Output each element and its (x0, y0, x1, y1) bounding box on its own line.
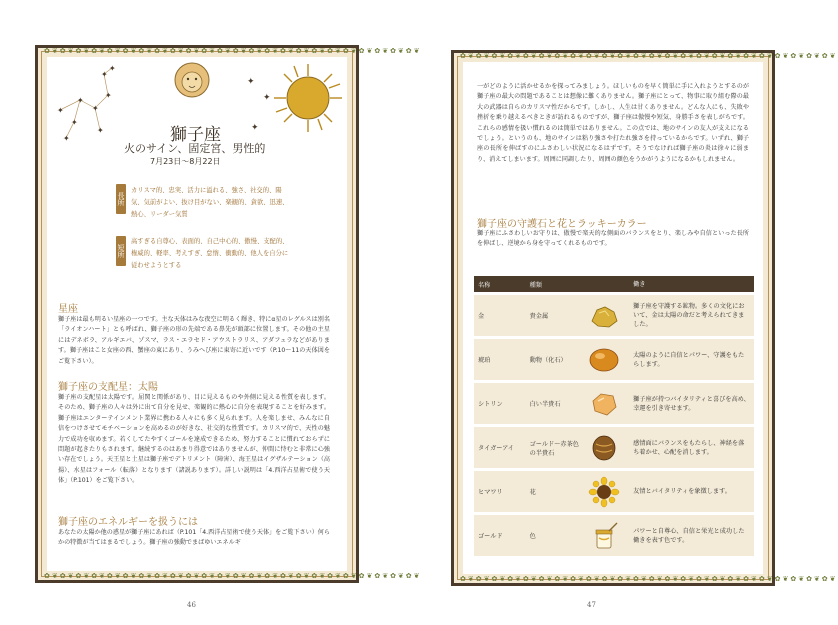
row-kind: 色 (526, 514, 584, 557)
svg-text:✦: ✦ (105, 91, 112, 100)
svg-text:✦: ✦ (97, 126, 104, 135)
svg-text:✦: ✦ (71, 118, 78, 127)
weaknesses-text: 高すぎる自尊心、表面的、自己中心的、傲慢、支配的、権威的、軽率、考えすぎ、怠惰、衝動的、他人を自分に従わせようとする (131, 238, 289, 269)
gold-nugget-icon (587, 301, 621, 331)
svg-text:✦: ✦ (92, 104, 99, 113)
section-heading-ruler: 獅子座の支配星：太陽 (58, 382, 158, 393)
vine-decoration: ✿❦✿❦✿❦✿❦✿❦✿❦✿❦✿❦✿❦✿❦✿❦✿❦✿❦✿❦✿❦✿❦✿❦✿❦✿❦✿❦✿❦✿❦✿❦✿❦ (460, 575, 838, 583)
star-sparkles-icon (245, 72, 275, 142)
vine-decoration: ✿❦✿❦✿❦✿❦✿❦✿❦✿❦✿❦✿❦✿❦✿❦✿❦✿❦✿❦✿❦✿❦✿❦✿❦✿❦✿❦✿❦✿❦✿❦✿❦ (44, 572, 422, 580)
row-effect: 獅子座を守護する鉱物。多くの文化において、金は太陽の命だと考えられてきました。 (629, 294, 754, 338)
svg-text:✦: ✦ (109, 64, 116, 73)
table-row (474, 382, 754, 426)
svg-text:✦: ✦ (247, 77, 255, 87)
row-kind: 動物（化石） (526, 338, 584, 382)
talismans-paragraph: 獅子座にふさわしいお守りは、傲慢で楽天的な側面のバランスをとり、楽しみや自信といった長所を伸ばし、逆境から身を守ってくれるものです。 (477, 230, 749, 248)
row-name: 琥珀 (474, 338, 526, 382)
vine-decoration: ✿❦✿❦✿❦✿❦✿❦✿❦✿❦✿❦✿❦✿❦✿❦✿❦✿❦✿❦✿❦✿❦✿❦✿❦✿❦✿❦✿❦✿❦✿❦✿❦ (460, 52, 838, 60)
tigers-eye-stone-icon (587, 433, 621, 463)
table-row (474, 294, 754, 338)
column-header-image (583, 276, 629, 294)
svg-text:✦: ✦ (263, 93, 271, 103)
row-name: シトリン (474, 382, 526, 426)
citrine-stone-icon (587, 389, 621, 419)
section-heading-constellation: 星座 (58, 304, 78, 315)
table-header-row (474, 276, 754, 294)
ruler-paragraph: 獅子座の支配星は太陽です。屈関と関係があり、目に見えるものや外側に見える性質を表します。そのため、獅子座の人々は外に出て自分を見せ、楽観的に熱心に自分を表現することを好みます。獅子座はエンターテインメント業界に携わる人々にも多く見られます。人を楽しませ、みんなに自信をつけさせてモチベーションを高めるのが好きな、社交的な性質です。カリスマ的で、天性の魅力で成功を収めます。若くしてたやすくゴールを達成できるため、努力することに慣れておらずに問題が起きたりもされます。継続するのはあまり得意ではありませんが、仲間に恃むと非常に心強い存在でしょう。天王星と土星は獅子座でデトリメント（障害）、海王星はイグザルテーション（高揚）、水星はフォール（転落）となります（諸説あります）。詳しい説明は「4.西洋占星術で使う天体」（P.101）をご覧下さい。 (58, 394, 330, 485)
intro-paragraph: 一がどのように活かせるかを探ってみましょう。ほしいものを早く簡単に手に入れようとするのが獅子座の最大の問題であることは想像に難くありません。獅子座にとって、物事に取り組む際の最大の武器は自らのカリスマ性だからです。しかし、人生は甘くありません。どんな人にも、失敗や挫折を乗り越えるべきときが訪れるものですが、獅子座は傲慢や短気、身勝手さを表しがちです。これらの感情を扱い慣れるのは簡単ではありません。この点では、地のサインの友人が支えになるでしょう。というのも、地のサインは粘り強さや打たれ強さを持っているからです。いずれ、獅子座の長所を伸ばすのにふさわしい状況になるはずです。そうでなければ獅子座の炎は徐々に弱まり、消えてしまいます。周囲に同調したり、周囲の顔色をうかがうようになるかもしれません。 (477, 83, 749, 163)
strengths-text: カリスマ的、忠実、活力に溢れる、強さ、社交的、陽気、気前がよい、抜け目がない、楽観的、貪欲、迅速、熱心、リーダー気質 (131, 187, 289, 218)
row-kind: 花 (526, 470, 584, 514)
sun-icon (272, 62, 344, 134)
svg-text:✦: ✦ (63, 134, 70, 143)
row-name: ヒマワリ (474, 470, 526, 514)
row-effect: 太陽のように自信とパワー、守護をもたらします。 (629, 338, 754, 382)
table-row (474, 426, 754, 470)
row-name: 金 (474, 294, 526, 338)
row-name: ゴールド (474, 514, 526, 557)
leo-constellation-icon (50, 60, 140, 150)
vine-decoration: ✿❦✿❦✿❦✿❦✿❦✿❦✿❦✿❦✿❦✿❦✿❦✿❦✿❦✿❦✿❦✿❦✿❦✿❦✿❦✿❦✿❦✿❦✿❦✿❦ (44, 47, 422, 55)
amber-stone-icon (587, 345, 621, 375)
svg-text:✦: ✦ (77, 96, 84, 105)
row-kind: 貴金属 (526, 294, 584, 338)
page-number: 47 (587, 601, 596, 609)
section-heading-talismans: 獅子座の守護石と花とラッキーカラー (477, 219, 647, 230)
svg-text:✦: ✦ (57, 106, 64, 115)
row-name: タイガーアイ (474, 426, 526, 470)
lion-head-icon (172, 58, 212, 102)
row-effect: パワーと自尊心、自信と栄光と成功した働きを表す色です。 (629, 514, 754, 557)
column-header-effect: 働き (629, 276, 754, 294)
row-effect: 友情とバイタリティを象徴します。 (629, 470, 754, 514)
section-heading-energy: 獅子座のエネルギーを扱うには (58, 517, 198, 528)
weaknesses-tag: 短所 (116, 236, 126, 266)
row-kind: 白い半貴石 (526, 382, 584, 426)
table-row (474, 338, 754, 382)
row-effect: 獅子座が持つバイタリティと喜びを高め、幸運を引き寄せます。 (629, 382, 754, 426)
date-range: 7月23日～8月22日 (150, 157, 221, 166)
svg-text:✦: ✦ (101, 70, 108, 79)
column-header-kind: 種類 (526, 276, 584, 294)
constellation-paragraph: 獅子座は最も明るい星座の一つです。主な天体はみな夜空に明るく輝き、特にα星のレグルスは別名「ライオンハート」とも呼ばれ、獅子座の形の先端である鼻先が頭部に位置します。その他の主星にはデネボラ、アルギエバ、ゾスマ、ラス・エラセド・アウストラリス、アダフェラなどがあります。獅子座はこと女座の西、蟹座の東にあり、うみへび座に東寄に近いです（P.10～11の天体図をご覧下さい）。 (58, 316, 330, 365)
gold-paint-jar-icon (587, 521, 621, 551)
strengths-tag: 長所 (116, 184, 126, 214)
table-row (474, 470, 754, 514)
talisman-table (474, 276, 754, 556)
page-title: 獅子座 (170, 125, 221, 145)
svg-text:✦: ✦ (251, 123, 259, 133)
row-effect: 感情面にバランスをもたらし、神経を落ち着かせ、心配を消します。 (629, 426, 754, 470)
sunflower-icon (587, 477, 621, 507)
row-kind: ゴールド～赤茶色の半貴石 (526, 426, 584, 470)
page-number: 46 (187, 601, 196, 609)
column-header-name: 名称 (474, 276, 526, 294)
sign-subtitle: 火のサイン、固定宮、男性的 (124, 142, 266, 155)
table-row (474, 514, 754, 557)
energy-paragraph: あなたの太陽か他の惑星が獅子座にあれば（P.101「4.西洋占星術で使う天体」をご覧下さい）何らかの特徴が当てはまるでしょう。獅子座の強動でまばゆいエネルギ (58, 529, 330, 547)
